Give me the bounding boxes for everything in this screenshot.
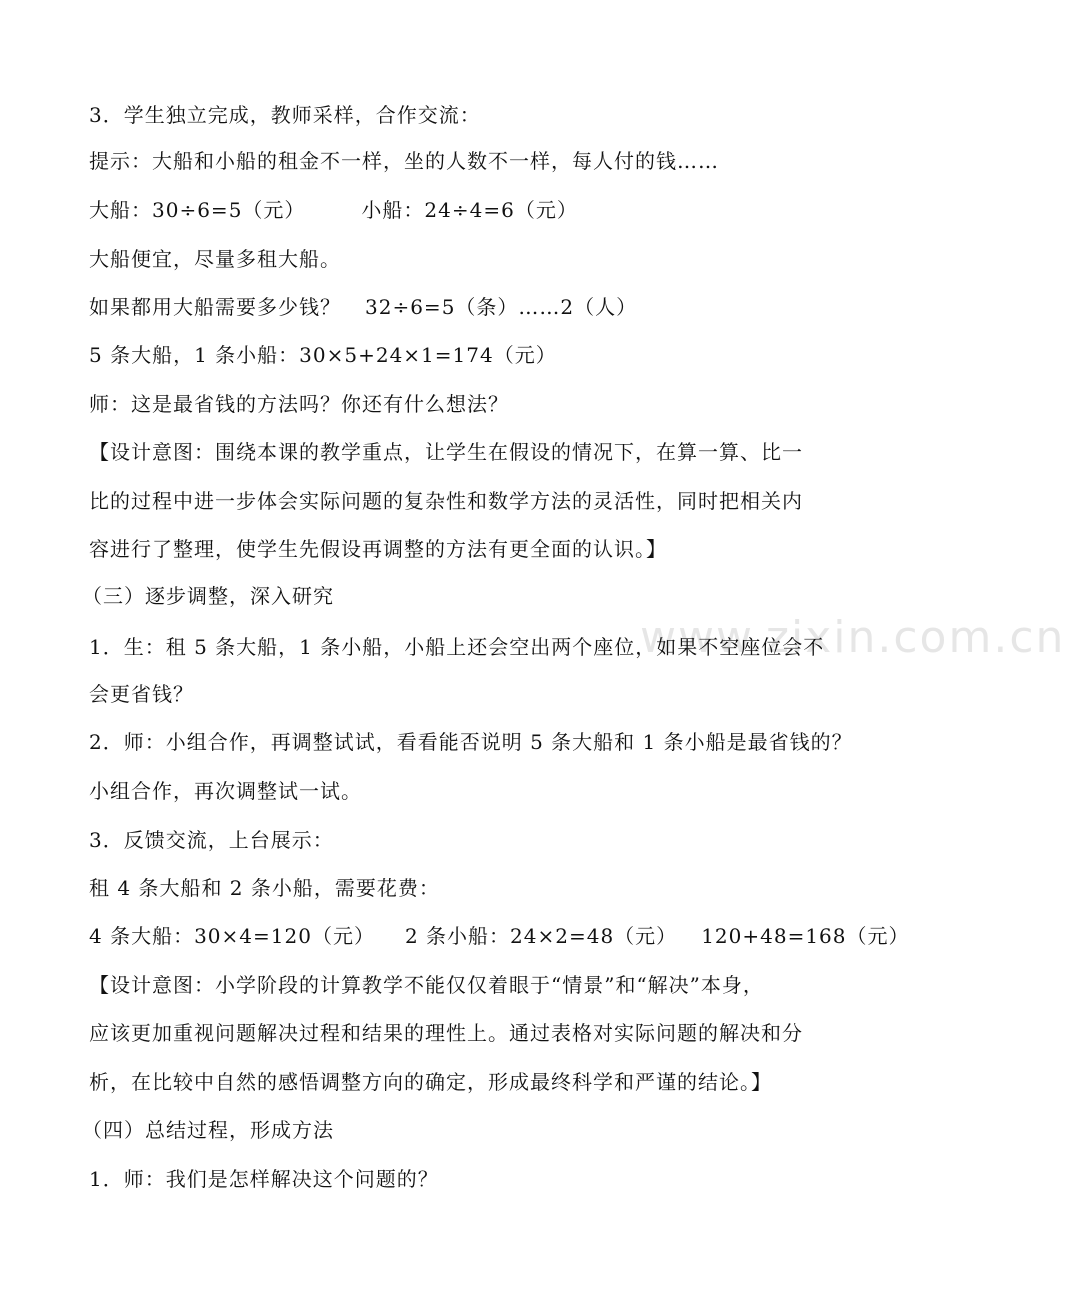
step-3-feedback-line: 3．反馈交流，上台展示： <box>89 828 334 852</box>
design-intent-2-line-1: 【设计意图：小学阶段的计算教学不能仅仅着眼于“情景”和“解决”本身， <box>89 973 764 997</box>
design-intent-1-line-3: 容进行了整理，使学生先假设再调整的方法有更全面的认识。】 <box>89 537 667 561</box>
four-big-boat-calc: 4 条大船：30×4=120（元） <box>89 924 375 948</box>
step-1-line-1: 1．生：租 5 条大船，1 条小船，小船上还会空出两个座位，如果不空座位会不 <box>89 635 825 659</box>
summary-step-1-line: 1．师：我们是怎样解决这个问题的？ <box>89 1167 439 1191</box>
design-intent-2-line-2: 应该更加重视问题解决过程和结果的理性上。通过表格对实际问题的解决和分 <box>89 1021 803 1045</box>
step-2-line: 2．师：小组合作，再调整试试，看看能否说明 5 条大船和 1 条小船是最省钱的？ <box>89 730 853 754</box>
small-boat-calc: 小船：24÷4=6（元） <box>361 198 578 222</box>
price-per-person-line <box>89 195 578 225</box>
total-cost-calc: 120+48=168（元） <box>701 924 910 948</box>
four-big-two-small-line: 租 4 条大船和 2 条小船，需要花费： <box>89 876 440 900</box>
hint-line: 提示：大船和小船的租金不一样，坐的人数不一样，每人付的钱…… <box>89 149 719 173</box>
big-boat-calc: 大船：30÷6=5（元） <box>89 198 306 222</box>
design-intent-2-line-3: 析，在比较中自然的感悟调整方向的确定，形成最终科学和严谨的结论。】 <box>89 1070 772 1094</box>
step-1-line-2: 会更省钱？ <box>89 682 194 706</box>
watermark: www.zixin.com.cn <box>640 612 1065 663</box>
section-3-heading: （三）逐步调整，深入研究 <box>82 584 334 608</box>
design-intent-1-line-1: 【设计意图：围绕本课的教学重点，让学生在假设的情况下，在算一算、比一 <box>89 440 803 464</box>
section-4-heading: （四）总结过程，形成方法 <box>82 1118 334 1142</box>
two-small-boat-calc: 2 条小船：24×2=48（元） <box>404 924 678 948</box>
design-intent-1-line-2: 比的过程中进一步体会实际问题的复杂性和数学方法的灵活性，同时把相关内 <box>89 489 803 513</box>
all-big-boat-question: 如果都用大船需要多少钱？ <box>89 295 341 319</box>
cost-calc-line <box>89 921 910 951</box>
five-big-one-small-line: 5 条大船，1 条小船：30×5+24×1=174（元） <box>89 343 557 367</box>
conclusion-line: 大船便宜，尽量多租大船。 <box>89 247 341 271</box>
all-big-boat-line <box>89 292 637 322</box>
teacher-question-line: 师：这是最省钱的方法吗？你还有什么想法？ <box>89 392 509 416</box>
step-3-heading: 3．学生独立完成，教师采样，合作交流： <box>89 103 481 127</box>
group-work-line: 小组合作，再次调整试一试。 <box>89 779 362 803</box>
all-big-boat-calc: 32÷6=5（条）……2（人） <box>365 295 638 319</box>
